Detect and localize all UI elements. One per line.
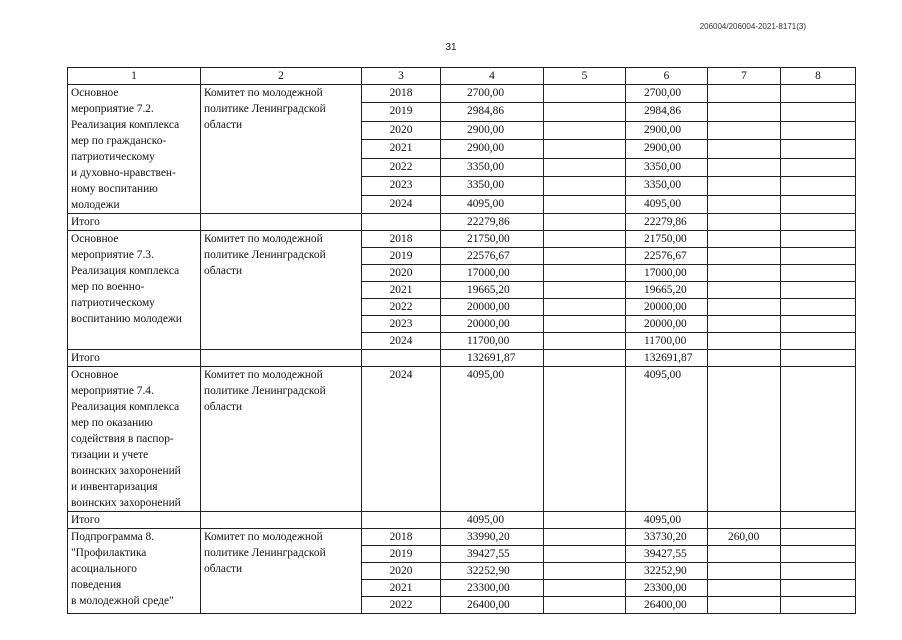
year-cell: 2019	[362, 103, 441, 121]
col6-cell: 22576,67	[626, 248, 708, 265]
activity-name-line: Реализация комплекса	[71, 119, 180, 131]
budget-table	[67, 67, 856, 614]
col5-cell	[544, 333, 626, 350]
responsible-line: Комитет по молодежной	[204, 531, 323, 543]
total-label-cell: Итого	[68, 512, 201, 529]
activity-name-line: "Профилактика	[71, 547, 147, 559]
col5-cell	[544, 563, 626, 580]
col5-cell	[544, 195, 626, 213]
col6-cell: 11700,00	[626, 333, 708, 350]
total-col6-cell: 4095,00	[626, 512, 708, 529]
col7-cell	[708, 597, 781, 614]
col7-cell	[708, 121, 781, 139]
col7-cell	[708, 231, 781, 248]
col7-cell	[708, 563, 781, 580]
col7-cell: 260,00	[708, 529, 781, 546]
total-empty-cell	[201, 350, 362, 367]
activity-name-line: мероприятие 7.4.	[71, 385, 154, 397]
activity-name-line: и духовно-нравствен-	[71, 167, 176, 179]
col4-cell: 4095,00	[441, 367, 544, 512]
header-col-7: 7	[708, 68, 781, 85]
activity-name-line: воспитанию молодежи	[71, 313, 182, 325]
col8-cell	[781, 333, 856, 350]
year-cell: 2024	[362, 195, 441, 213]
total-row	[68, 512, 856, 529]
activity-name-line: молодежи	[71, 199, 120, 211]
activity-name-line: и инвентаризация	[71, 481, 158, 493]
year-cell: 2022	[362, 158, 441, 176]
table-body	[68, 85, 856, 614]
activity-name-line: мероприятие 7.3.	[71, 249, 154, 261]
col4-cell: 21750,00	[441, 231, 544, 248]
total-col6-cell: 22279,86	[626, 214, 708, 231]
total-empty-cell	[708, 214, 781, 231]
activity-name-line: Реализация комплекса	[71, 401, 180, 413]
table-row	[68, 529, 856, 546]
col6-cell: 17000,00	[626, 265, 708, 282]
col4-cell: 2984,86	[441, 103, 544, 121]
responsible-line: Комитет по молодежной	[204, 369, 323, 381]
col5-cell	[544, 529, 626, 546]
col8-cell	[781, 546, 856, 563]
col7-cell	[708, 299, 781, 316]
responsible-line: области	[204, 119, 243, 131]
year-cell: 2020	[362, 265, 441, 282]
col5-cell	[544, 265, 626, 282]
col6-cell: 2900,00	[626, 121, 708, 139]
activity-name-line: Основное	[71, 233, 119, 245]
activity-name-line: воинских захоронений	[71, 497, 181, 509]
col4-cell: 26400,00	[441, 597, 544, 614]
responsible-line: политике Ленинградской	[204, 547, 326, 559]
total-empty-cell	[708, 350, 781, 367]
total-empty-cell	[201, 214, 362, 231]
col5-cell	[544, 103, 626, 121]
activity-name-line: в молодежной среде"	[71, 595, 174, 607]
year-cell: 2022	[362, 597, 441, 614]
col6-cell: 21750,00	[626, 231, 708, 248]
col6-cell: 20000,00	[626, 299, 708, 316]
year-cell: 2019	[362, 248, 441, 265]
col8-cell	[781, 248, 856, 265]
activity-name-line: мер по оказанию	[71, 417, 153, 429]
total-empty-cell	[544, 214, 626, 231]
total-col4-cell: 4095,00	[441, 512, 544, 529]
activity-name-line: воинских захоронений	[71, 465, 181, 477]
col6-cell: 23300,00	[626, 580, 708, 597]
col8-cell	[781, 597, 856, 614]
activity-name-cell	[68, 529, 201, 614]
total-empty-cell	[708, 512, 781, 529]
col7-cell	[708, 85, 781, 103]
total-label-cell: Итого	[68, 214, 201, 231]
col5-cell	[544, 158, 626, 176]
col4-cell: 33990,20	[441, 529, 544, 546]
col5-cell	[544, 248, 626, 265]
table-row	[68, 367, 856, 512]
responsible-cell	[201, 529, 362, 614]
total-empty-cell	[362, 512, 441, 529]
total-col4-cell: 132691,87	[441, 350, 544, 367]
activity-name-line: патриотическому	[71, 297, 155, 309]
year-cell: 2021	[362, 580, 441, 597]
document-id: 206004/206004-2021-8171(3)	[699, 22, 806, 31]
col4-cell: 19665,20	[441, 282, 544, 299]
header-col-5: 5	[544, 68, 626, 85]
total-row	[68, 350, 856, 367]
col8-cell	[781, 529, 856, 546]
total-empty-cell	[781, 350, 856, 367]
col6-cell: 3350,00	[626, 158, 708, 176]
col5-cell	[544, 140, 626, 158]
total-empty-cell	[362, 214, 441, 231]
col6-cell: 2900,00	[626, 140, 708, 158]
total-empty-cell	[544, 350, 626, 367]
col8-cell	[781, 85, 856, 103]
year-cell: 2024	[362, 333, 441, 350]
col7-cell	[708, 265, 781, 282]
responsible-line: области	[204, 563, 243, 575]
total-col4-cell: 22279,86	[441, 214, 544, 231]
activity-name-line: тизации и учете	[71, 449, 149, 461]
col6-cell: 26400,00	[626, 597, 708, 614]
year-cell: 2019	[362, 546, 441, 563]
col6-cell: 2700,00	[626, 85, 708, 103]
header-col-8: 8	[781, 68, 856, 85]
activity-name-cell	[68, 367, 201, 512]
col6-cell: 39427,55	[626, 546, 708, 563]
col4-cell: 20000,00	[441, 299, 544, 316]
year-cell: 2023	[362, 316, 441, 333]
header-col-1: 1	[68, 68, 201, 85]
col4-cell: 2900,00	[441, 121, 544, 139]
year-cell: 2018	[362, 529, 441, 546]
header-col-3: 3	[362, 68, 441, 85]
col7-cell	[708, 195, 781, 213]
col7-cell	[708, 316, 781, 333]
total-label-cell: Итого	[68, 350, 201, 367]
activity-name-line: асоциального	[71, 563, 137, 575]
activity-name-line: мер по военно-	[71, 281, 145, 293]
col4-cell: 39427,55	[441, 546, 544, 563]
responsible-line: Комитет по молодежной	[204, 233, 323, 245]
col7-cell	[708, 546, 781, 563]
col8-cell	[781, 265, 856, 282]
activity-name-line: Основное	[71, 369, 119, 381]
col7-cell	[708, 158, 781, 176]
year-cell: 2018	[362, 231, 441, 248]
col5-cell	[544, 121, 626, 139]
col8-cell	[781, 177, 856, 195]
col4-cell: 20000,00	[441, 316, 544, 333]
col5-cell	[544, 316, 626, 333]
col7-cell	[708, 140, 781, 158]
page-number: 31	[445, 42, 457, 53]
col6-cell: 2984,86	[626, 103, 708, 121]
col4-cell: 22576,67	[441, 248, 544, 265]
col4-cell: 3350,00	[441, 177, 544, 195]
responsible-line: области	[204, 265, 243, 277]
year-cell: 2023	[362, 177, 441, 195]
col5-cell	[544, 177, 626, 195]
col8-cell	[781, 316, 856, 333]
col5-cell	[544, 546, 626, 563]
activity-name-line: Подпрограмма 8.	[71, 531, 155, 543]
activity-name-line: Реализация комплекса	[71, 265, 180, 277]
col8-cell	[781, 231, 856, 248]
year-cell: 2021	[362, 140, 441, 158]
header-col-6: 6	[626, 68, 708, 85]
col8-cell	[781, 563, 856, 580]
col4-cell: 4095,00	[441, 195, 544, 213]
header-col-2: 2	[201, 68, 362, 85]
activity-name-line: патриотическому	[71, 151, 155, 163]
col8-cell	[781, 367, 856, 512]
col8-cell	[781, 580, 856, 597]
responsible-line: области	[204, 401, 243, 413]
col6-cell: 4095,00	[626, 195, 708, 213]
responsible-cell	[201, 367, 362, 512]
col7-cell	[708, 367, 781, 512]
col8-cell	[781, 158, 856, 176]
col6-cell: 4095,00	[626, 367, 708, 512]
total-col6-cell: 132691,87	[626, 350, 708, 367]
responsible-line: политике Ленинградской	[204, 103, 326, 115]
total-empty-cell	[781, 512, 856, 529]
col7-cell	[708, 580, 781, 597]
col5-cell	[544, 231, 626, 248]
col7-cell	[708, 103, 781, 121]
col5-cell	[544, 282, 626, 299]
total-empty-cell	[362, 350, 441, 367]
total-row	[68, 214, 856, 231]
col8-cell	[781, 282, 856, 299]
activity-name-line: мероприятие 7.2.	[71, 103, 154, 115]
activity-name-line: содействия в паспор-	[71, 433, 174, 445]
col5-cell	[544, 367, 626, 512]
year-cell: 2024	[362, 367, 441, 512]
responsible-cell	[201, 231, 362, 350]
col5-cell	[544, 597, 626, 614]
col4-cell: 3350,00	[441, 158, 544, 176]
col6-cell: 32252,90	[626, 563, 708, 580]
col7-cell	[708, 333, 781, 350]
responsible-cell	[201, 85, 362, 214]
header-row	[68, 68, 856, 85]
col6-cell: 19665,20	[626, 282, 708, 299]
col8-cell	[781, 140, 856, 158]
activity-name-line: Основное	[71, 87, 119, 99]
table-row	[68, 231, 856, 248]
col4-cell: 2900,00	[441, 140, 544, 158]
col4-cell: 23300,00	[441, 580, 544, 597]
year-cell: 2021	[362, 282, 441, 299]
col4-cell: 2700,00	[441, 85, 544, 103]
col8-cell	[781, 121, 856, 139]
col4-cell: 32252,90	[441, 563, 544, 580]
col8-cell	[781, 299, 856, 316]
col7-cell	[708, 177, 781, 195]
year-cell: 2020	[362, 563, 441, 580]
col5-cell	[544, 580, 626, 597]
header-col-4: 4	[441, 68, 544, 85]
activity-name-cell	[68, 85, 201, 214]
col5-cell	[544, 85, 626, 103]
col4-cell: 17000,00	[441, 265, 544, 282]
col8-cell	[781, 103, 856, 121]
col6-cell: 20000,00	[626, 316, 708, 333]
col8-cell	[781, 195, 856, 213]
col6-cell: 3350,00	[626, 177, 708, 195]
col4-cell: 11700,00	[441, 333, 544, 350]
col6-cell: 33730,20	[626, 529, 708, 546]
activity-name-cell	[68, 231, 201, 350]
total-empty-cell	[544, 512, 626, 529]
table-row	[68, 85, 856, 103]
responsible-line: Комитет по молодежной	[204, 87, 323, 99]
activity-name-line: мер по гражданско-	[71, 135, 167, 147]
col7-cell	[708, 248, 781, 265]
total-empty-cell	[781, 214, 856, 231]
year-cell: 2018	[362, 85, 441, 103]
year-cell: 2020	[362, 121, 441, 139]
activity-name-line: поведения	[71, 579, 122, 591]
activity-name-line: ному воспитанию	[71, 183, 158, 195]
year-cell: 2022	[362, 299, 441, 316]
responsible-line: политике Ленинградской	[204, 249, 326, 261]
col7-cell	[708, 282, 781, 299]
col5-cell	[544, 299, 626, 316]
total-empty-cell	[201, 512, 362, 529]
responsible-line: политике Ленинградской	[204, 385, 326, 397]
